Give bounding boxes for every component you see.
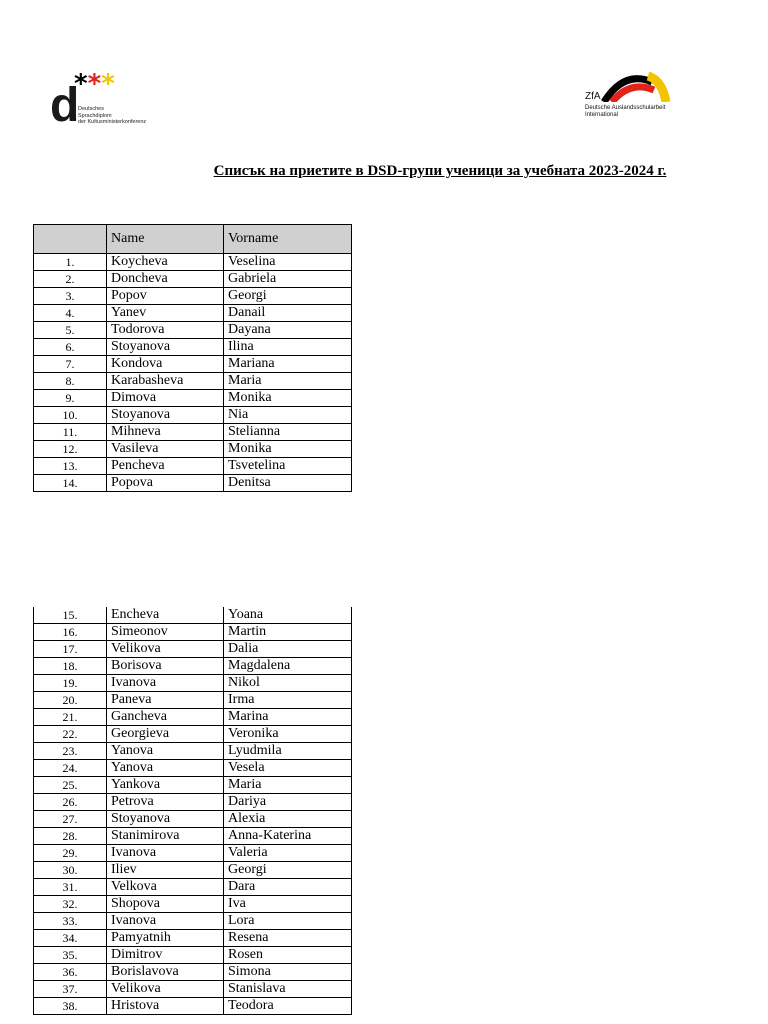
student-vorname: Vesela [224,760,352,777]
row-number: 26. [34,794,107,811]
student-name: Vasileva [107,441,224,458]
student-vorname: Monika [224,441,352,458]
table-row [34,424,352,441]
student-vorname: Stanislava [224,981,352,998]
student-name: Paneva [107,692,224,709]
student-name: Yanova [107,760,224,777]
row-number: 5. [34,322,107,339]
table-row [34,356,352,373]
student-vorname: Simona [224,964,352,981]
table-row [34,828,352,845]
student-name: Georgieva [107,726,224,743]
row-number: 10. [34,407,107,424]
student-vorname: Denitsa [224,475,352,492]
zfa-logo [582,72,682,128]
student-vorname: Stelianna [224,424,352,441]
student-name: Dimitrov [107,947,224,964]
student-vorname: Dayana [224,322,352,339]
dsd-star-icon-red: * [87,69,102,99]
row-number: 28. [34,828,107,845]
student-vorname: Dara [224,879,352,896]
student-name: Stoyanova [107,339,224,356]
student-vorname: Gabriela [224,271,352,288]
student-vorname: Teodora [224,998,352,1015]
student-vorname: Veronika [224,726,352,743]
student-name: Velikova [107,641,224,658]
zfa-logo-text [585,105,665,119]
student-vorname: Marina [224,709,352,726]
row-number: 1. [34,254,107,271]
student-name: Pencheva [107,458,224,475]
table-row [34,930,352,947]
table-row [34,794,352,811]
student-name: Dimova [107,390,224,407]
row-number: 6. [34,339,107,356]
student-vorname: Alexia [224,811,352,828]
zfa-logo-line: International [585,112,619,118]
student-name: Stoyanova [107,407,224,424]
students-table-part-2 [33,607,352,1015]
row-number: 25. [34,777,107,794]
table-row [34,641,352,658]
dsd-logo-stars [74,69,115,99]
row-number: 13. [34,458,107,475]
table-row [34,458,352,475]
student-name: Ivanova [107,845,224,862]
student-name: Ivanova [107,913,224,930]
header-name: Name [107,225,224,254]
student-vorname: Dariya [224,794,352,811]
row-number: 18. [34,658,107,675]
row-number: 8. [34,373,107,390]
table-row [34,390,352,407]
student-name: Gancheva [107,709,224,726]
table-row [34,760,352,777]
student-name: Iliev [107,862,224,879]
student-name: Hristova [107,998,224,1015]
table-header-row [34,225,352,254]
table-row [34,658,352,675]
row-number: 23. [34,743,107,760]
table-row [34,373,352,390]
students-table-part-1 [33,224,352,492]
dsd-logo-line: Deutsches [78,106,104,112]
table-row [34,743,352,760]
row-number: 7. [34,356,107,373]
row-number: 33. [34,913,107,930]
student-vorname: Ilina [224,339,352,356]
student-name: Yanova [107,743,224,760]
student-vorname: Georgi [224,862,352,879]
row-number: 32. [34,896,107,913]
table-row [34,441,352,458]
student-vorname: Yoana [224,607,352,624]
row-number: 17. [34,641,107,658]
row-number: 30. [34,862,107,879]
student-vorname: Nikol [224,675,352,692]
table-row [34,845,352,862]
zfa-logo-name: ZfA [585,91,601,102]
student-vorname: Rosen [224,947,352,964]
document-title: Списък на приетите в DSD-групи ученици за учебната 2023-2024 г. [213,163,667,179]
student-vorname: Nia [224,407,352,424]
row-number: 20. [34,692,107,709]
dsd-star-icon-black: * [74,69,88,99]
student-vorname: Irma [224,692,352,709]
student-name: Yanev [107,305,224,322]
header-vorname: Vorname [224,225,352,254]
dsd-logo-letter: d [50,79,80,132]
student-name: Popov [107,288,224,305]
student-name: Petrova [107,794,224,811]
row-number: 9. [34,390,107,407]
table-row [34,305,352,322]
student-vorname: Maria [224,373,352,390]
row-number: 29. [34,845,107,862]
table-row [34,407,352,424]
dsd-logo-text [78,106,146,126]
student-vorname: Valeria [224,845,352,862]
dsd-logo [50,69,150,132]
student-vorname: Resena [224,930,352,947]
row-number: 4. [34,305,107,322]
table-row [34,322,352,339]
row-number: 34. [34,930,107,947]
student-name: Yankova [107,777,224,794]
table-row [34,475,352,492]
student-name: Mihneva [107,424,224,441]
row-number: 16. [34,624,107,641]
table-row [34,998,352,1015]
student-name: Kondova [107,356,224,373]
row-number: 27. [34,811,107,828]
table-row [34,254,352,271]
student-vorname: Lyudmila [224,743,352,760]
table-row [34,964,352,981]
row-number: 19. [34,675,107,692]
student-vorname: Tsvetelina [224,458,352,475]
student-name: Todorova [107,322,224,339]
student-vorname: Monika [224,390,352,407]
student-name: Encheva [107,607,224,624]
row-number: 22. [34,726,107,743]
dsd-logo-line: Sprachdiplom [78,112,112,119]
table-row [34,777,352,794]
student-name: Doncheva [107,271,224,288]
student-name: Stoyanova [107,811,224,828]
table-row [34,607,352,624]
header-number [34,225,107,254]
zfa-logo-line: Deutsche Auslandsschularbeit [585,105,666,111]
table-row [34,811,352,828]
row-number: 38. [34,998,107,1015]
table-row [34,624,352,641]
student-vorname: Veselina [224,254,352,271]
student-vorname: Iva [224,896,352,913]
table-row [34,675,352,692]
student-name: Shopova [107,896,224,913]
student-name: Koycheva [107,254,224,271]
student-vorname: Magdalena [224,658,352,675]
table-row [34,271,352,288]
student-vorname: Anna-Katerina [224,828,352,845]
row-number: 24. [34,760,107,777]
student-name: Stanimirova [107,828,224,845]
table-row [34,981,352,998]
student-vorname: Georgi [224,288,352,305]
row-number: 15. [34,607,107,624]
student-vorname: Lora [224,913,352,930]
student-name: Simeonov [107,624,224,641]
table-row [34,862,352,879]
row-number: 21. [34,709,107,726]
table-row [34,913,352,930]
row-number: 37. [34,981,107,998]
student-name: Pamyatnih [107,930,224,947]
student-vorname: Danail [224,305,352,322]
table-row [34,709,352,726]
student-vorname: Dalia [224,641,352,658]
student-name: Velikova [107,981,224,998]
table-row [34,288,352,305]
student-name: Karabasheva [107,373,224,390]
student-vorname: Maria [224,777,352,794]
row-number: 14. [34,475,107,492]
student-name: Borislavova [107,964,224,981]
student-name: Velkova [107,879,224,896]
dsd-logo-line: der Kultusministerkonferenz [78,119,147,125]
table-row [34,692,352,709]
table-row [34,896,352,913]
row-number: 2. [34,271,107,288]
table-row [34,339,352,356]
row-number: 12. [34,441,107,458]
table-row [34,879,352,896]
table-row [34,947,352,964]
student-name: Borisova [107,658,224,675]
student-vorname: Mariana [224,356,352,373]
row-number: 3. [34,288,107,305]
row-number: 31. [34,879,107,896]
student-name: Ivanova [107,675,224,692]
row-number: 35. [34,947,107,964]
row-number: 11. [34,424,107,441]
dsd-star-icon-gold: * [101,69,115,99]
table-row [34,726,352,743]
row-number: 36. [34,964,107,981]
student-name: Popova [107,475,224,492]
student-vorname: Martin [224,624,352,641]
